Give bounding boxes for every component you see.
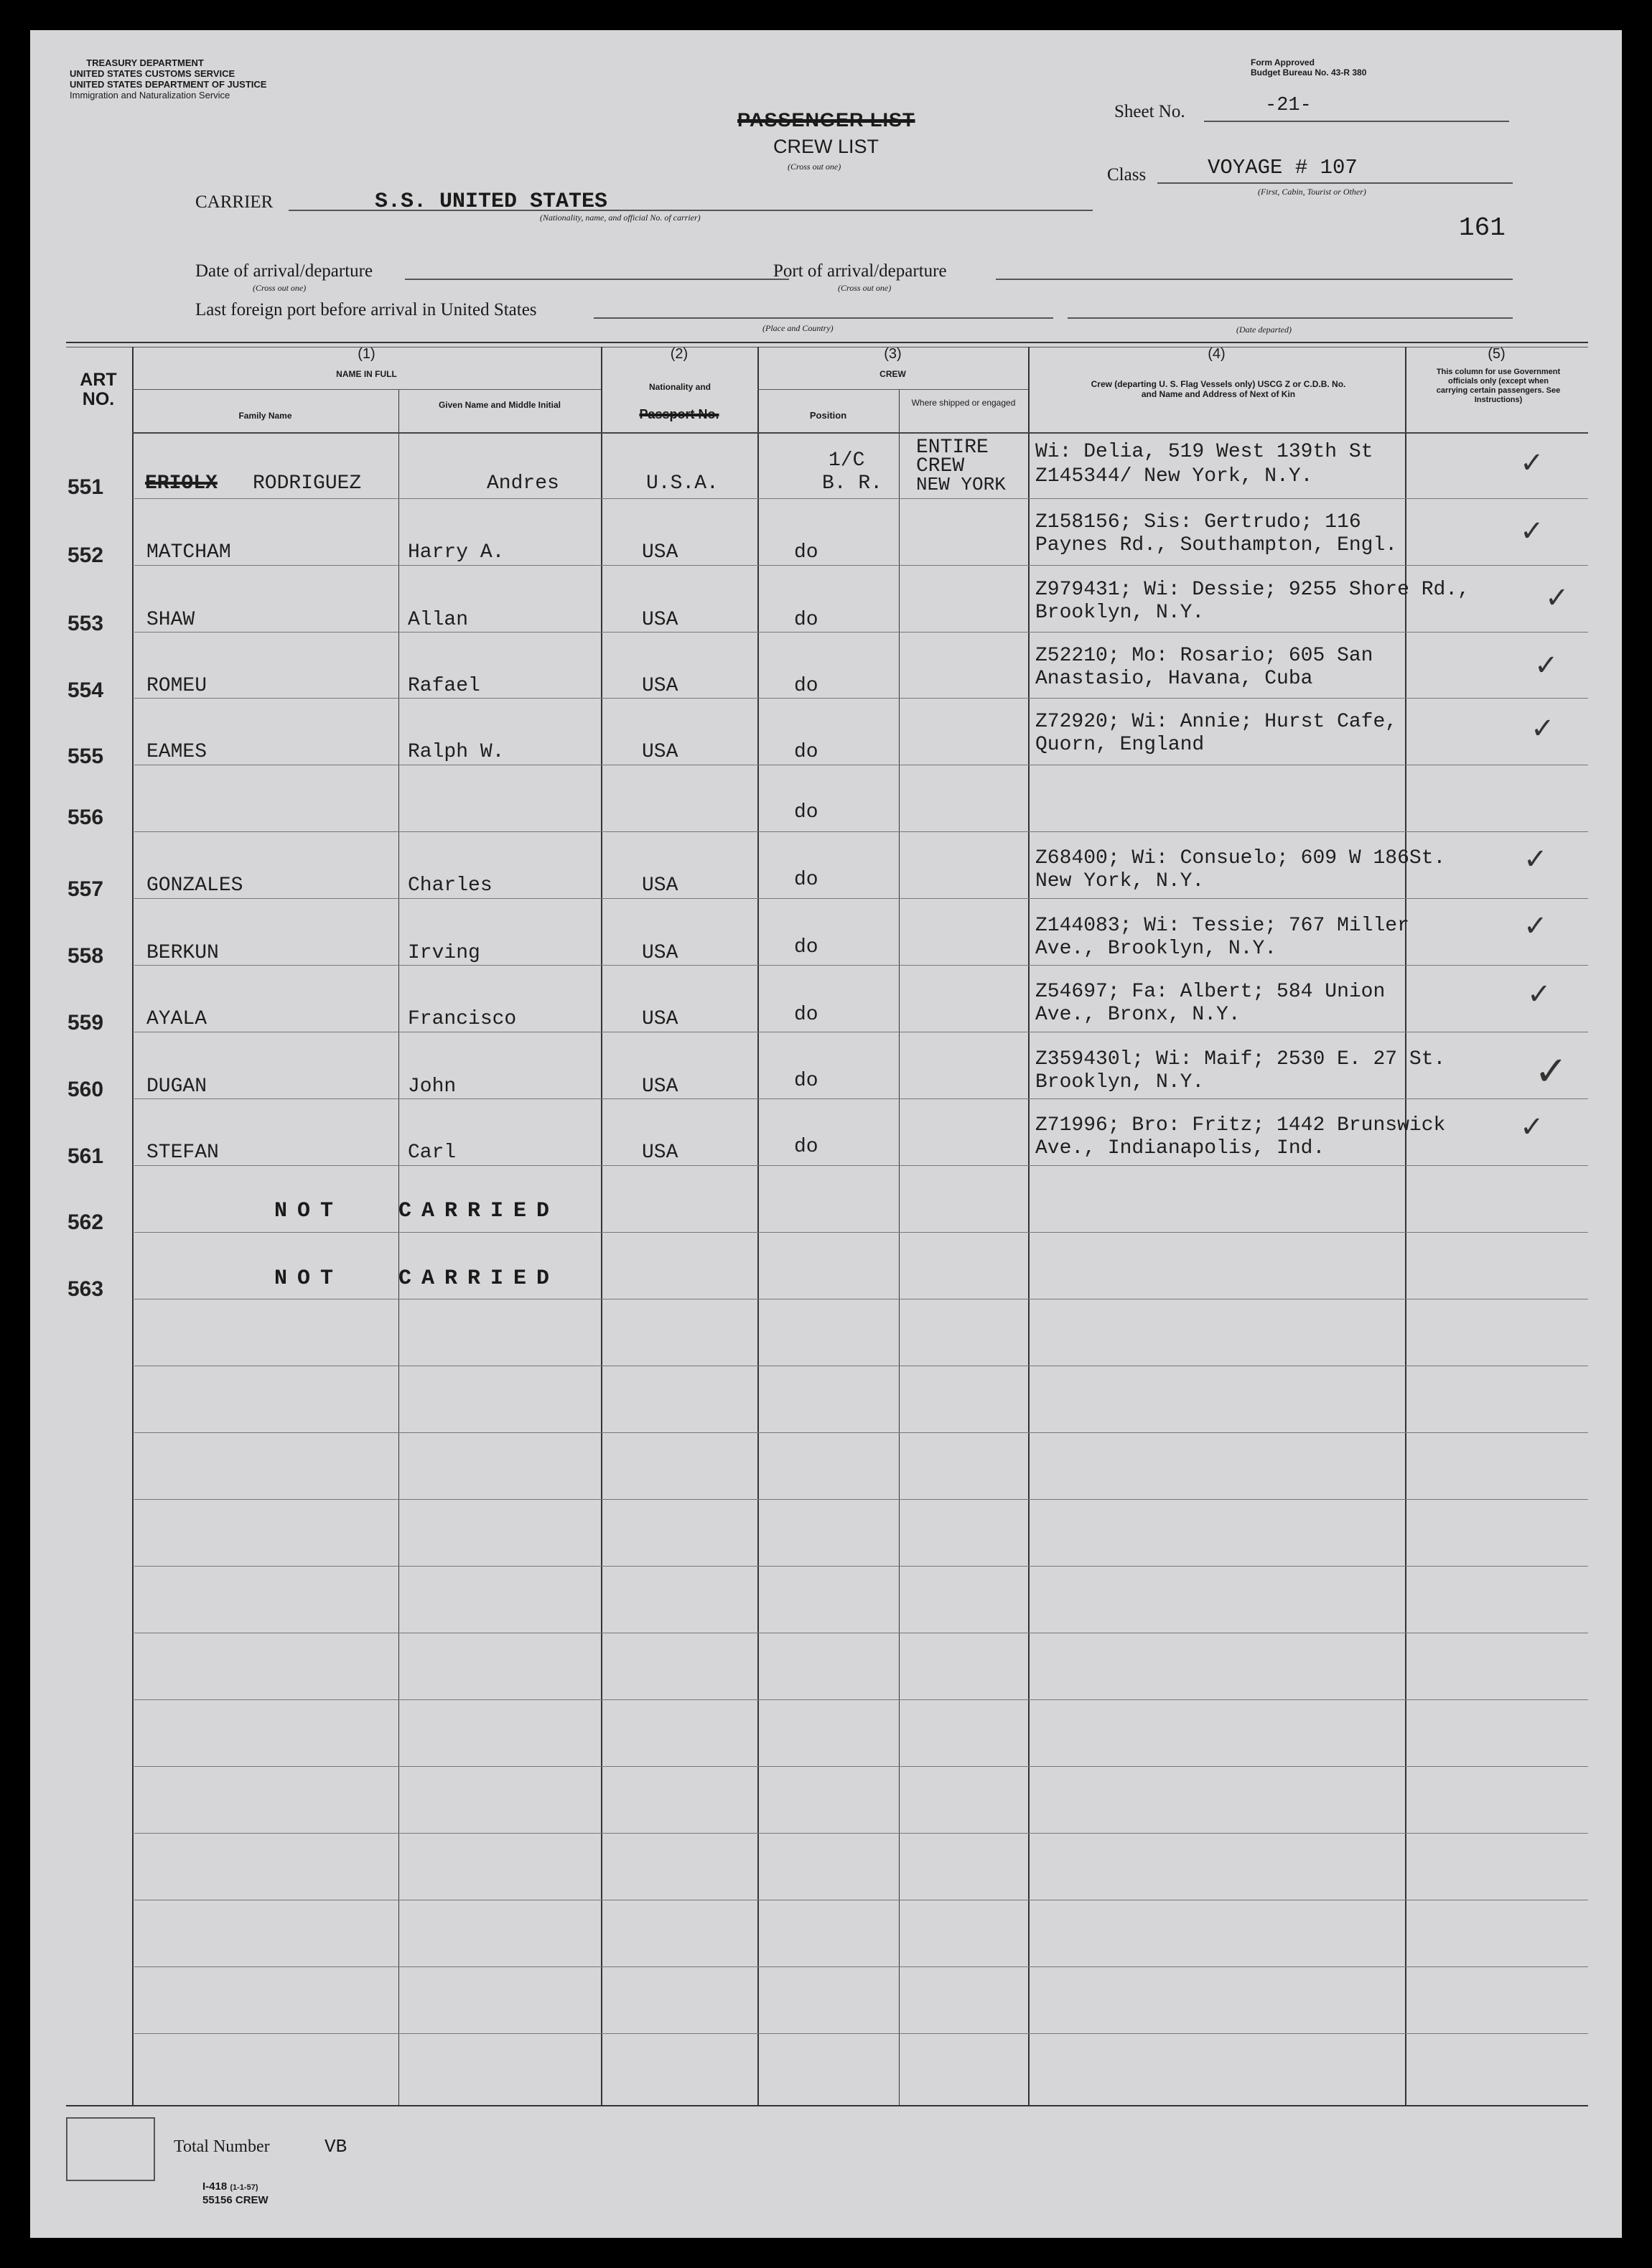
- next-of-kin-line1: Z72920; Wi: Annie; Hurst Cafe,: [1035, 711, 1398, 733]
- position: do: [794, 1070, 818, 1092]
- dept-line: UNITED STATES CUSTOMS SERVICE: [70, 68, 235, 79]
- carrier-label: CARRIER: [195, 192, 274, 212]
- family-name: EAMES: [146, 741, 207, 763]
- given-name: Charles: [408, 874, 493, 897]
- official-check-mark: ✓: [1523, 843, 1548, 876]
- dept-line: Immigration and Naturalization Service: [70, 90, 230, 101]
- given-name-header: Given Name and Middle Initial: [438, 400, 561, 410]
- col3-title: CREW: [879, 369, 906, 379]
- given-name: Allan: [408, 609, 469, 631]
- col5-title: This column for use Government officials only (except when carrying certain passengers. See Instructions): [1436, 368, 1561, 404]
- position-line2: B. R.: [822, 472, 883, 495]
- next-of-kin-line1: Z54697; Fa: Albert; 584 Union: [1035, 981, 1386, 1003]
- given-name: Harry A.: [408, 541, 505, 564]
- total-box: [66, 2117, 155, 2181]
- nationality: USA: [642, 1008, 678, 1030]
- family-name: ROMEU: [146, 675, 207, 697]
- position: do: [794, 801, 818, 823]
- next-of-kin-line2: Ave., Bronx, N.Y.: [1035, 1004, 1241, 1026]
- official-check-mark: ✓: [1534, 1048, 1568, 1095]
- nationality: USA: [642, 1075, 678, 1098]
- col2-title: Nationality and: [648, 382, 711, 392]
- next-of-kin-line2: Ave., Brooklyn, N.Y.: [1035, 938, 1277, 960]
- family-name: DUGAN: [146, 1075, 207, 1098]
- next-of-kin-line1: Z68400; Wi: Consuelo; 609 W 186St.: [1035, 847, 1446, 869]
- passport-struck: Passport No.: [639, 407, 719, 421]
- next-of-kin-line1: Z158156; Sis: Gertrudo; 116: [1035, 511, 1361, 533]
- official-check-mark: ✓: [1531, 712, 1555, 745]
- date-departed-hint: (Date departed): [1236, 325, 1292, 335]
- department-heading: [70, 57, 267, 101]
- form-approved-text: Form Approved: [1251, 57, 1315, 67]
- given-name: John: [408, 1075, 457, 1098]
- nationality: U.S.A.: [646, 472, 719, 495]
- col1-number: (1): [358, 346, 375, 362]
- position-line1: 1/C: [829, 449, 865, 472]
- nationality: USA: [642, 874, 678, 897]
- position: do: [794, 609, 818, 631]
- art-number: 563: [67, 1277, 104, 1301]
- family-name: RODRIGUEZ: [253, 472, 362, 495]
- col4-number: (4): [1208, 346, 1226, 362]
- carrier-value: S.S. UNITED STATES: [375, 190, 608, 214]
- dept-line: UNITED STATES DEPARTMENT OF JUSTICE: [70, 79, 267, 90]
- position: do: [794, 936, 818, 958]
- total-number-label: Total Number: [174, 2137, 270, 2156]
- not-carried-label: NOT: [274, 1199, 344, 1223]
- official-check-mark: ✓: [1534, 649, 1559, 682]
- next-of-kin-line2: Quorn, England: [1035, 734, 1205, 756]
- date-hint: (Cross out one): [253, 283, 307, 293]
- form-id: I-418: [202, 2180, 228, 2193]
- where-shipped-line1: ENTIRE: [916, 437, 989, 459]
- given-name: Ralph W.: [408, 741, 505, 763]
- form-number: [202, 2180, 258, 2193]
- art-number: 560: [67, 1078, 104, 1101]
- art-number: 555: [67, 745, 104, 768]
- crew-list-title: CREW LIST: [773, 136, 879, 157]
- art-number: 556: [67, 806, 104, 829]
- art-number: 553: [67, 612, 104, 635]
- port-hint: (Cross out one): [838, 283, 892, 293]
- family-name: STEFAN: [146, 1142, 219, 1164]
- next-of-kin-line2: Z145344/ New York, N.Y.: [1035, 465, 1313, 487]
- official-check-mark: ✓: [1520, 1111, 1544, 1144]
- place-hint: (Place and Country): [762, 323, 834, 333]
- nationality: USA: [642, 1142, 678, 1164]
- sheet-label: Sheet No.: [1114, 102, 1185, 121]
- next-of-kin-line1: Wi: Delia, 519 West 139th St: [1035, 441, 1373, 463]
- dept-line: TREASURY DEPARTMENT: [86, 57, 204, 68]
- carrier-hint: (Nationality, name, and official No. of carrier): [540, 213, 701, 223]
- total-number-value: VB: [325, 2136, 347, 2157]
- art-number: 552: [67, 543, 104, 567]
- family-name-header: Family Name: [238, 411, 292, 421]
- official-check-mark: ✓: [1527, 978, 1551, 1011]
- position: do: [794, 1136, 818, 1158]
- art-number: 559: [67, 1011, 104, 1035]
- col2-number: (2): [670, 346, 689, 362]
- col5-number: (5): [1488, 346, 1506, 362]
- position: do: [794, 1004, 818, 1026]
- position-header: Position: [809, 410, 847, 421]
- given-name: Francisco: [408, 1008, 517, 1030]
- family-name: BERKUN: [146, 942, 219, 964]
- position: do: [794, 541, 818, 564]
- official-check-mark: ✓: [1520, 515, 1544, 548]
- class-value: VOYAGE # 107: [1208, 156, 1358, 179]
- not-carried-label: NOT: [274, 1266, 344, 1291]
- class-hint: (First, Cabin, Tourist or Other): [1258, 187, 1366, 197]
- next-of-kin-line1: Z52210; Mo: Rosario; 605 San: [1035, 645, 1373, 667]
- next-of-kin-line1: Z979431; Wi: Dessie; 9255 Shore Rd.,: [1035, 579, 1470, 601]
- official-check-mark: ✓: [1545, 582, 1569, 615]
- given-name: Carl: [408, 1142, 457, 1164]
- art-number: 561: [67, 1144, 104, 1168]
- date-label: Date of arrival/departure: [195, 261, 373, 281]
- given-name: Rafael: [408, 675, 480, 697]
- official-check-mark: ✓: [1520, 447, 1544, 480]
- official-check-mark: ✓: [1523, 910, 1548, 943]
- form-code: 55156 CREW: [202, 2194, 269, 2206]
- next-of-kin-line1: Z71996; Bro: Fritz; 1442 Brunswick: [1035, 1114, 1446, 1137]
- budget-bureau-text: Budget Bureau No. 43-R 380: [1251, 67, 1367, 78]
- next-of-kin-line2: Ave., Indianapolis, Ind.: [1035, 1137, 1325, 1159]
- given-name: Irving: [408, 942, 480, 964]
- where-shipped-line2: CREW: [916, 455, 965, 477]
- next-of-kin-line1: Z359430l; Wi: Maif; 2530 E. 27 St.: [1035, 1048, 1446, 1070]
- family-name: MATCHAM: [146, 541, 231, 564]
- position: do: [794, 869, 818, 891]
- sheet-number: -21-: [1265, 95, 1312, 116]
- art-number: 557: [67, 877, 104, 901]
- class-label: Class: [1107, 165, 1147, 185]
- title-hint: (Cross out one): [788, 162, 841, 172]
- art-number: 562: [67, 1210, 104, 1234]
- family-name: AYALA: [146, 1008, 207, 1030]
- next-of-kin-line2: Brooklyn, N.Y.: [1035, 1071, 1205, 1093]
- nationality: USA: [642, 609, 678, 631]
- where-shipped-line3: NEW YORK: [916, 474, 1006, 495]
- nationality: USA: [642, 541, 678, 564]
- passenger-list-struck: PASSENGER LIST: [737, 109, 915, 131]
- port-label: Port of arrival/departure: [773, 261, 947, 281]
- nationality: USA: [642, 741, 678, 763]
- where-shipped-header: Where shipped or engaged: [911, 398, 1016, 408]
- family-name: SHAW: [146, 609, 195, 631]
- art-no-header: ART NO.: [80, 370, 117, 409]
- form-approval: [1251, 57, 1366, 78]
- position: do: [794, 741, 818, 763]
- given-name: Andres: [487, 472, 559, 495]
- art-number: 551: [67, 475, 104, 499]
- art-number: 558: [67, 944, 104, 968]
- page-number: 161: [1459, 213, 1506, 243]
- struck-family-name: ERIOLX: [145, 472, 218, 495]
- position: do: [794, 675, 818, 697]
- next-of-kin-line2: Anastasio, Havana, Cuba: [1035, 668, 1313, 690]
- nationality: USA: [642, 942, 678, 964]
- next-of-kin-line2: Paynes Rd., Southampton, Engl.: [1035, 534, 1398, 556]
- crew-list-sheet: [30, 30, 1622, 2238]
- nationality: USA: [642, 675, 678, 697]
- next-of-kin-line1: Z144083; Wi: Tessie; 767 Miller: [1035, 915, 1409, 937]
- last-port-label: Last foreign port before arrival in United States: [195, 300, 537, 319]
- not-carried-label: CARRIED: [398, 1266, 560, 1291]
- col3-number: (3): [884, 346, 902, 362]
- family-name: GONZALES: [146, 874, 243, 897]
- col1-title: NAME IN FULL: [336, 369, 397, 379]
- form-date: (1-1-57): [230, 2183, 258, 2192]
- not-carried-label: CARRIED: [398, 1199, 560, 1223]
- next-of-kin-line2: Brooklyn, N.Y.: [1035, 602, 1205, 624]
- col4-title: Crew (departing U. S. Flag Vessels only) USCG Z or C.D.B. No. and Name and Address of Next of Kin: [1091, 379, 1346, 399]
- art-number: 554: [67, 678, 104, 702]
- next-of-kin-line2: New York, N.Y.: [1035, 870, 1205, 892]
